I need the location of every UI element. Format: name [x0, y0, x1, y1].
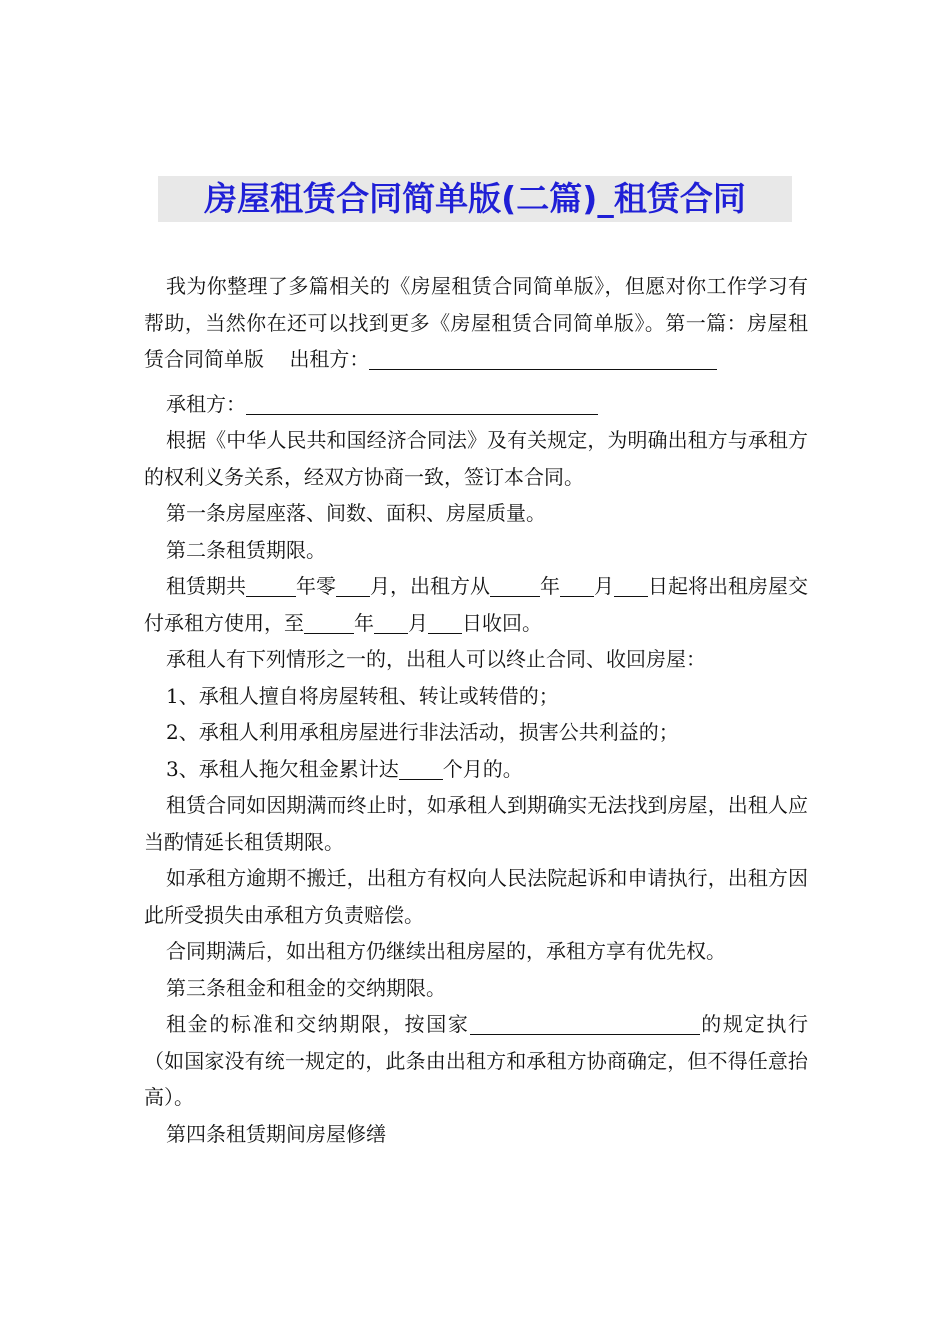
term-text-e: 月 [594, 574, 614, 598]
article-4: 第四条租赁期间房屋修缮 [166, 1121, 386, 1146]
term-text-a: 租赁期共 [166, 574, 246, 598]
item3-text-a: 3、承租人拖欠租金累计达 [166, 756, 399, 781]
article-3: 第三条租金和租金的交纳期限。 [166, 975, 446, 1000]
rent-paragraph [144, 1006, 808, 1116]
state-standard-blank [470, 1012, 700, 1035]
termination-item-3 [144, 751, 808, 788]
term-months-blank [336, 574, 370, 597]
term-text-h: 月 [408, 610, 428, 635]
termination-intro: 承租人有下列情形之一的，出租人可以终止合同、收回房屋： [166, 647, 706, 671]
term-text-c: 月，出租方从 [370, 574, 490, 598]
start-year-blank [490, 574, 540, 597]
tenant-label: 承租方： [166, 391, 246, 416]
overstay-paragraph: 如承租方逾期不搬迁，出租方有权向人民法院起诉和申请执行，出租方因此所受损失由承租方负责赔偿。 [144, 866, 808, 927]
landlord-label: 出租方： [289, 347, 370, 371]
extension-paragraph: 租赁合同如因期满而终止时，如承租人到期确实无法找到房屋，出租人应当酌情延长租赁期限。 [144, 793, 808, 854]
start-month-blank [560, 574, 594, 597]
document-body [144, 268, 808, 1152]
section1-heading: 第一篇：房屋租赁合同简单版 [144, 310, 808, 371]
termination-item-2: 2、承租人利用承租房屋进行非法活动，损害公共利益的； [166, 720, 679, 744]
article-1: 第一条房屋座落、间数、面积、房屋质量。 [166, 501, 546, 525]
basis-paragraph: 根据《中华人民共和国经济合同法》及有关规定，为明确出租方与承租方的权利义务关系，经双方协商一致，签订本合同。 [144, 428, 808, 489]
landlord-blank-continued [621, 347, 717, 370]
priority-paragraph: 合同期满后，如出租方仍继续出租房屋的，承租方享有优先权。 [166, 939, 726, 963]
rent-text-b: 的规定执行（如国家没有统一规定的，此条由出租方和承租方协商确定，但不得任意抬高）。 [144, 1012, 809, 1109]
term-text-g: 年 [354, 610, 374, 635]
item3-text-b: 个月的。 [442, 756, 523, 781]
term-text-b: 年零 [296, 574, 336, 598]
term-text-i: 日收回。 [462, 610, 542, 635]
term-text-d: 年 [540, 574, 560, 598]
rent-text-a: 租金的标准和交纳期限，按国家 [166, 1012, 470, 1036]
intro-text: 我为你整理了多篇相关的《房屋租赁合同简单版》，但愿对你工作学习有帮助，当然你在还可以找到更多《房屋租赁合同简单版》。 [144, 274, 808, 335]
document-title: 房屋租赁合同简单版(二篇)_租赁合同 [158, 176, 792, 222]
end-month-blank [374, 611, 408, 634]
tenant-blank [246, 392, 598, 415]
article-2: 第二条租赁期限。 [166, 537, 326, 562]
intro-paragraph [144, 268, 808, 378]
tenant-line [144, 386, 808, 423]
start-day-blank [614, 574, 648, 597]
end-year-blank [304, 611, 354, 634]
term-paragraph [144, 568, 808, 641]
termination-item-1: 1、承租人擅自将房屋转租、转让或转借的； [166, 683, 559, 708]
term-years-blank [246, 574, 296, 597]
end-day-blank [428, 611, 462, 634]
landlord-blank [369, 347, 621, 370]
arrears-months-blank [399, 757, 443, 780]
term-text-f: 日起将出租房屋交付承租方使用，至 [144, 574, 808, 635]
